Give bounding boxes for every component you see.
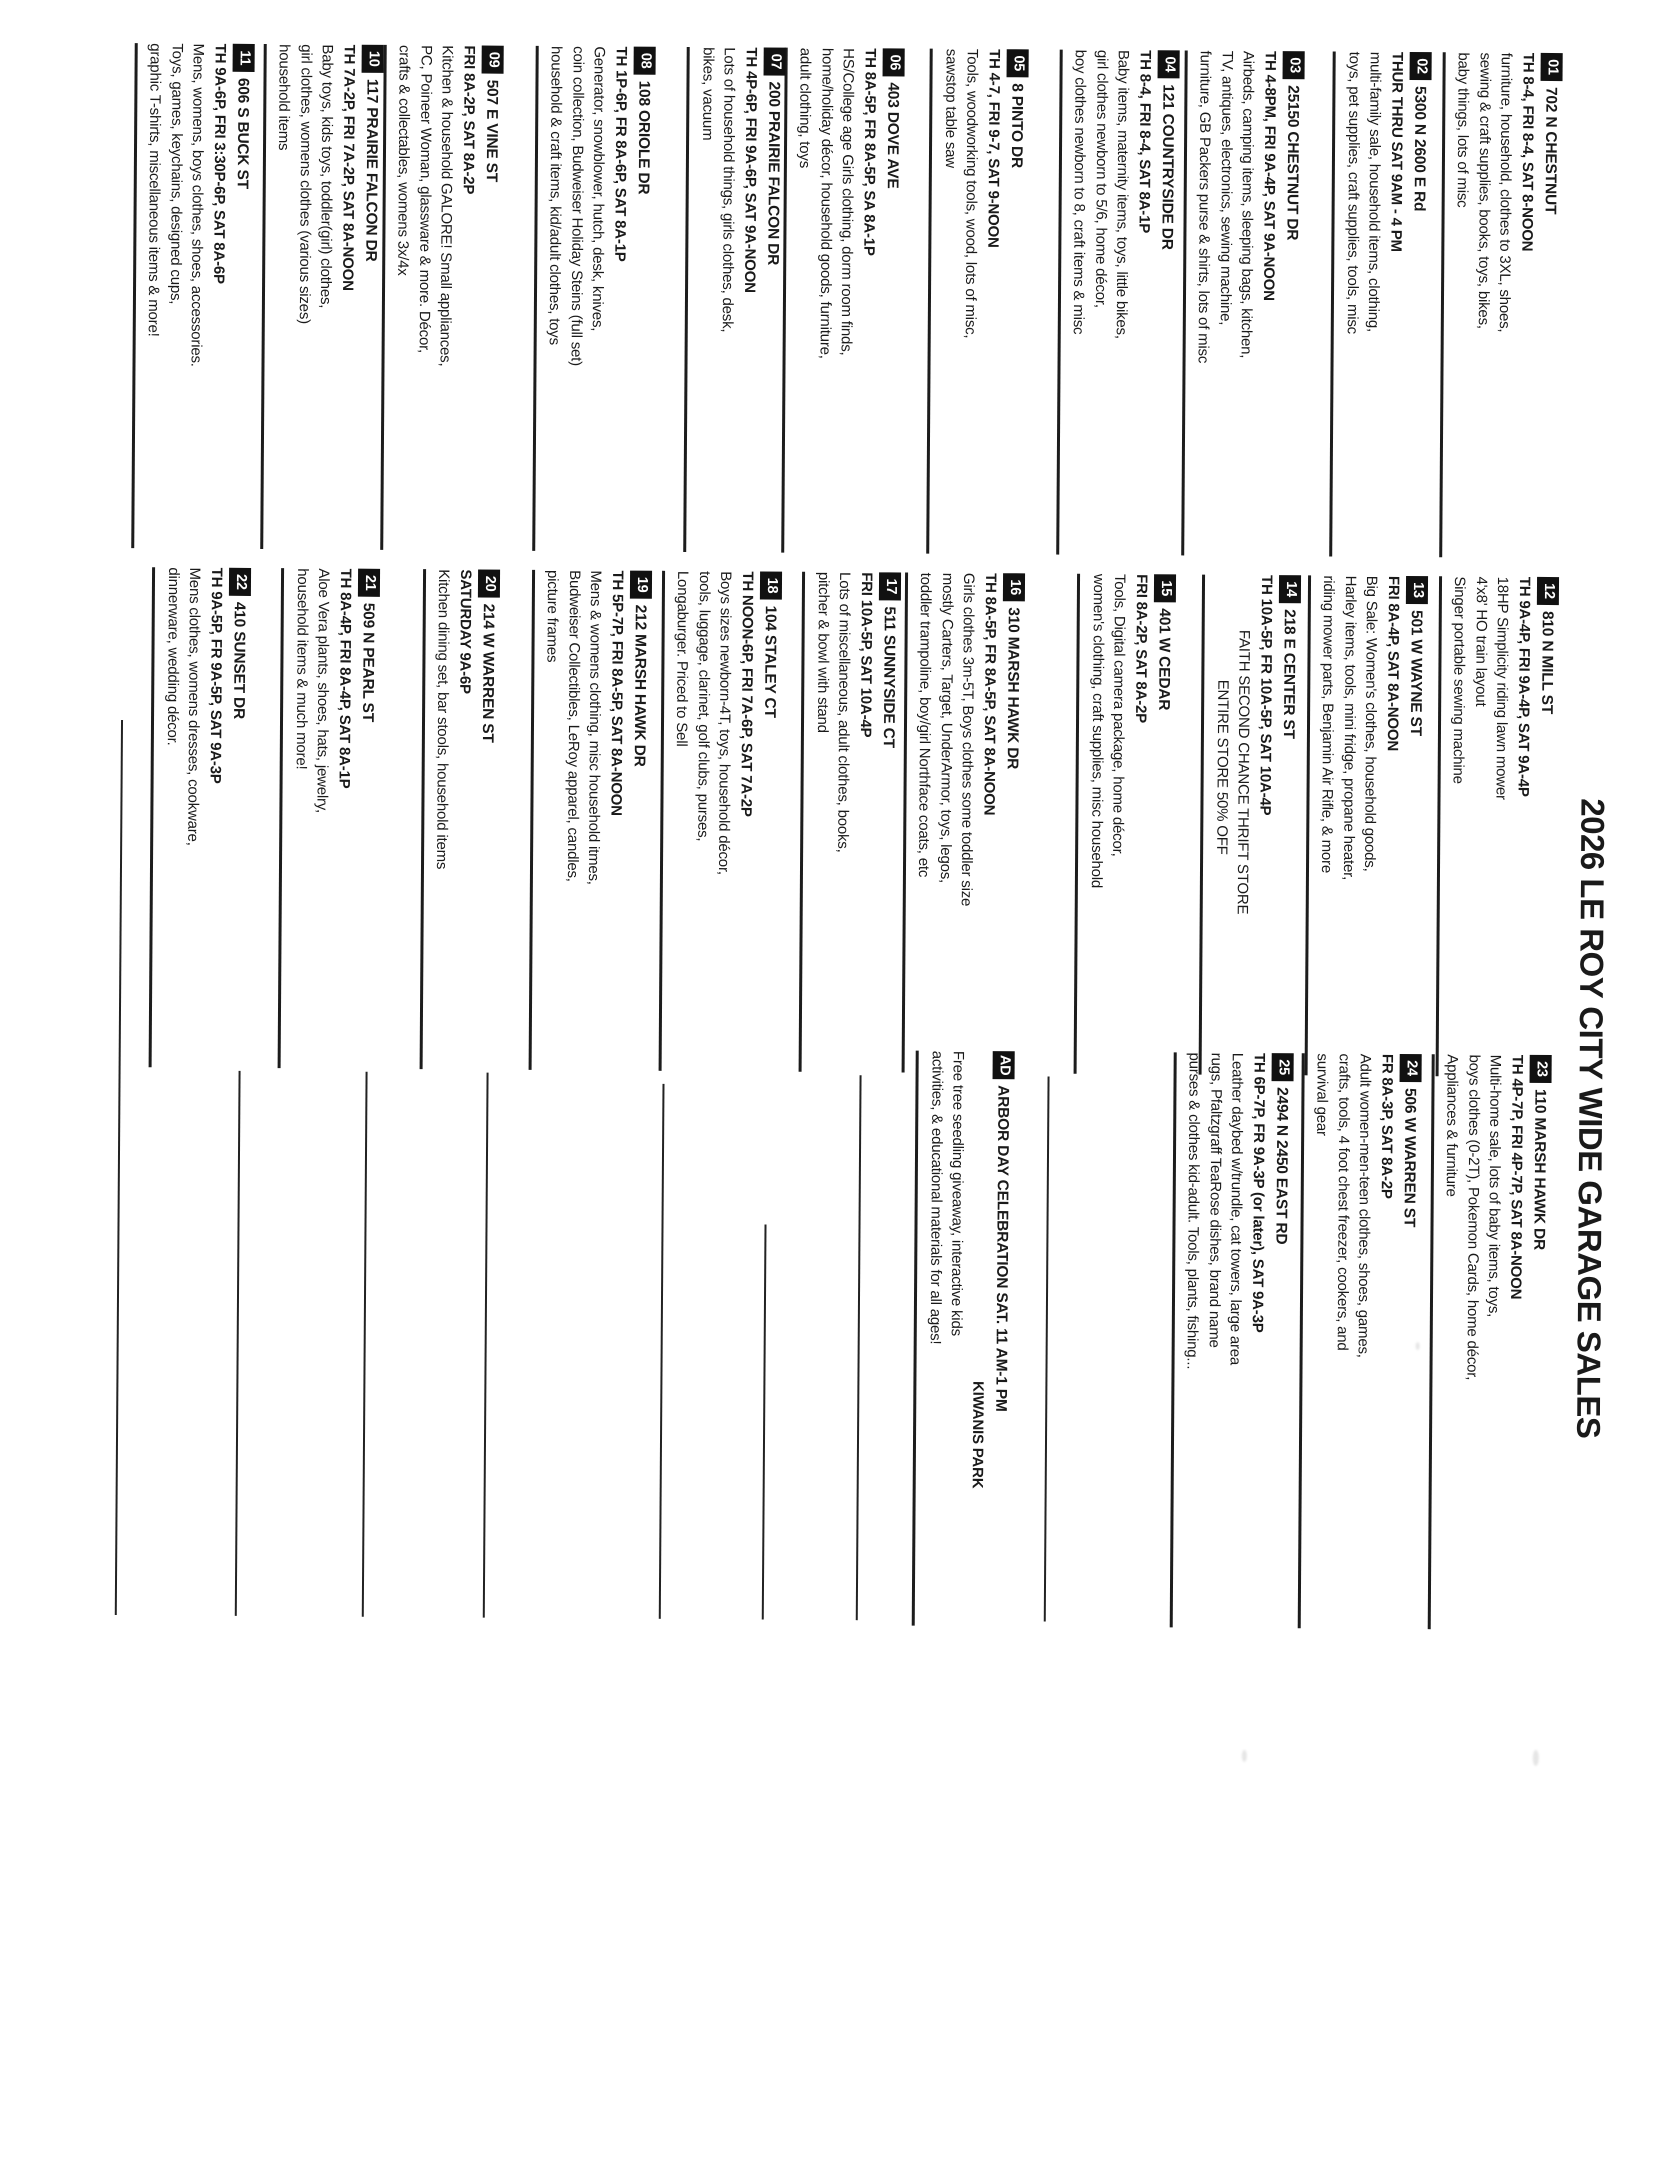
entry-address: 511 SUNNYSIDE CT xyxy=(879,606,898,748)
sale-entry xyxy=(1304,575,1427,1076)
entry-address: 507 E VINE ST xyxy=(482,79,501,183)
entry-number-badge: 04 xyxy=(1157,50,1179,78)
entry-description-line: Multi-home sale, lots of baby items, toys, xyxy=(1484,1054,1504,1318)
entry-number-badge: AD xyxy=(992,1051,1014,1079)
sale-entry xyxy=(658,571,781,1072)
entry-header xyxy=(997,573,1024,1073)
entry-header xyxy=(1265,1053,1293,1628)
entry-description-line: household & craft items, kid/adult clothes, toys xyxy=(545,46,565,346)
entry-description-line: FAITH SECOND CHANCE THRIFT STORE xyxy=(1233,629,1253,915)
entry-header xyxy=(352,569,379,1069)
sale-entry xyxy=(149,567,251,1068)
entry-address: ARBOR DAY CELEBRATION SAT. 11 AM-1 PM xyxy=(991,1085,1011,1412)
entry-header xyxy=(986,1051,1014,1626)
page-title: 2026 LE ROY CITY WIDE GARAGE SALES xyxy=(1569,798,1612,1439)
sale-entry xyxy=(1074,574,1176,1075)
entry-schedule: FR 8A-3P, SAT 8A-2P xyxy=(1377,1053,1396,1199)
entry-description-line: Free tree seedling giveaway, interactive kids xyxy=(947,1050,967,1336)
entry-description-line: purses & clothes kid-adult. Tools, plants, fishing... xyxy=(1183,1052,1203,1370)
empty-rule-line xyxy=(114,720,122,1615)
empty-rule-line xyxy=(658,1084,664,1619)
sale-entry xyxy=(781,48,905,554)
entry-description-line: women's clothing, craft supplies, misc household xyxy=(1087,573,1107,889)
entry-address: 403 DOVE AVE xyxy=(883,82,901,189)
entry-number-badge: 13 xyxy=(1405,576,1427,604)
entry-schedule: FRI 8A-2P, SAT 8A-2P xyxy=(1131,574,1150,724)
entry-description-line: sewing & craft supplies, books, toys, bikes, xyxy=(1474,52,1494,329)
entry-description-line: bikes, vacuum xyxy=(698,47,717,141)
sale-entry xyxy=(532,46,656,552)
entry-address: 200 PRAIRIE FALCON DR xyxy=(763,81,782,266)
entry-number-badge: 25 xyxy=(1271,1053,1293,1081)
entry-description-line: furniture, household, clothes to 3XL, shoes, xyxy=(1495,52,1515,333)
entry-description-line: household items & much more! xyxy=(292,568,311,770)
entry-description-line: Airbeds, camping items, sleeping bags, kitchen, xyxy=(1237,50,1257,359)
entry-divider xyxy=(528,570,534,1070)
entry-header xyxy=(1152,50,1180,555)
entry-address: 214 W WARREN ST xyxy=(478,603,497,743)
entry-address: 401 W CEDAR xyxy=(1154,608,1173,711)
entry-number-badge: 05 xyxy=(1006,49,1028,77)
entry-schedule: FRI 8A-2P, SAT 8A-2P xyxy=(459,45,478,195)
sale-entry xyxy=(1427,1054,1551,1630)
entry-divider xyxy=(278,568,284,1068)
entry-schedule: TH 4P-6P, FRI 9A-6P, SAT 9A-NOON xyxy=(740,47,760,293)
sale-entry xyxy=(1297,1053,1421,1629)
entry-address: 25150 CHESTNUT DR xyxy=(1282,85,1301,241)
entry-description-line: Tools, Digital camera package, home décor, xyxy=(1109,573,1129,857)
entry-header xyxy=(624,571,651,1071)
entry-header xyxy=(1277,51,1305,556)
entry-description-line: Lots of household things, girls clothes, desk, xyxy=(718,47,738,333)
entry-divider xyxy=(901,573,907,1073)
entry-schedule: TH 8-4, FRI 8-4, SAT 8A-1P xyxy=(1134,50,1154,234)
sale-entry xyxy=(1435,576,1558,1077)
entry-address: 606 S BUCK ST xyxy=(233,77,252,190)
empty-rule-line xyxy=(761,1225,766,1620)
entry-divider xyxy=(1329,51,1336,556)
entry-schedule: TH 8A-5P, FR 8A-5P, SAT 8A-NOON xyxy=(979,573,999,816)
entry-divider xyxy=(799,572,805,1072)
entry-number-badge: 16 xyxy=(1002,573,1024,601)
sale-entry xyxy=(1169,1052,1293,1628)
entry-number-badge: 06 xyxy=(882,48,904,76)
entry-number-badge: 23 xyxy=(1529,1055,1551,1083)
entry-header xyxy=(223,568,250,1068)
entry-description-line: furniture, GB Packers purse & shirts, lots of misc xyxy=(1194,50,1214,364)
entry-header xyxy=(1523,1055,1551,1630)
entry-schedule: TH 4P-7P, FRI 4P-7P, SAT 8A-NOON xyxy=(1506,1054,1526,1300)
entry-schedule: TH 4-7, FRI 9-7, SAT 9-NOON xyxy=(983,49,1003,248)
entry-schedule: SATURDAY 9A-6P xyxy=(455,569,474,694)
empty-rule-line xyxy=(234,1071,240,1616)
entry-description-line: Toys, games, keychains, designed cups, xyxy=(166,43,186,305)
entry-header xyxy=(356,45,384,550)
entry-description-line: 18HP Simplicity riding lawn mower xyxy=(1492,576,1512,800)
entry-description-line: Big Sale: Women's clothes, household goods, xyxy=(1360,575,1381,872)
entry-description-line: home/holiday décor, household goods, furniture, xyxy=(816,47,836,359)
entry-schedule: TH 8A-5P, FR 8A-5P, SA 8A-1P xyxy=(859,48,879,256)
entry-description-line: rugs, Pfaltzgraff TeaRose dishes, brand name xyxy=(1205,1052,1225,1348)
sale-entry xyxy=(1199,575,1301,1076)
entry-description-line: Leather daybed w/trundle, cat towers, large area xyxy=(1226,1052,1246,1366)
sale-entry xyxy=(1056,50,1180,556)
entry-number-badge: 19 xyxy=(629,571,651,599)
entry-description-line: toys, pet supplies, craft supplies, tools, misc xyxy=(1343,51,1363,335)
scan-artifact xyxy=(1241,1750,1246,1762)
entry-description-line: crafts, tools, 4 foot chest freezer, cookers, and xyxy=(1333,1053,1353,1351)
entry-divider xyxy=(658,571,664,1071)
scan-artifact xyxy=(1415,1342,1419,1350)
entry-description-line: PC, Poineer Woman, glassware & more. Décor, xyxy=(415,45,435,354)
entry-description-line: 4'x8' HO train layout xyxy=(1471,576,1490,707)
entry-number-badge: 14 xyxy=(1278,575,1300,603)
entry-description-line: Baby items, maternity items, toys, little bikes, xyxy=(1112,49,1132,339)
sale-entry xyxy=(278,568,380,1069)
entry-address: 218 E CENTER ST xyxy=(1279,609,1298,739)
entry-number-badge: 20 xyxy=(477,570,499,598)
entry-address: 702 N CHESTNUT xyxy=(1541,86,1559,215)
sale-entry xyxy=(683,47,785,553)
entry-header xyxy=(1404,52,1432,557)
empty-rules-root xyxy=(1653,6,1661,2168)
entry-address: 212 MARSH HAWK DR xyxy=(630,604,649,767)
entry-description-line: household items xyxy=(275,44,293,151)
entry-description-line: boys clothes (0-2T), Pokemon Cards, home décor, xyxy=(1462,1054,1483,1381)
entry-number-badge: 11 xyxy=(232,44,254,72)
sale-entry xyxy=(901,573,1024,1074)
entry-number-badge: 22 xyxy=(228,568,250,596)
entry-description-line: baby things, lots of misc xyxy=(1453,52,1472,208)
entry-address: 117 PRAIRIE FALCON DR xyxy=(361,78,381,262)
entry-description-line: multi-family sale, household items, clothing, xyxy=(1364,51,1384,333)
entry-address: 5300 N 2600 E Rd xyxy=(1410,86,1428,212)
entry-header xyxy=(472,570,499,1070)
entry-schedule: TH 9A-5P, FR 9A-5P, SAT 9A-3P xyxy=(206,567,225,784)
entry-description-line: Singer portable sewing machine xyxy=(1449,576,1469,784)
entry-header xyxy=(227,44,255,549)
entry-address: 2494 N 2450 EAST RD xyxy=(1271,1087,1290,1245)
entry-number-badge: 02 xyxy=(1409,52,1431,80)
entry-description-line: HS/College age Girls clothing, dorm room finds, xyxy=(837,48,857,356)
entry-description-line: crafts & collectables, womens 3x/4x xyxy=(394,44,413,276)
sale-entry xyxy=(260,44,384,550)
entry-description-line: graphic T-shirts, miscellaneous items & more! xyxy=(144,43,164,337)
entry-address: 501 W WAYNE ST xyxy=(1406,610,1425,736)
sale-entry xyxy=(926,49,1028,555)
entry-schedule: FRI 10A-5P, SAT 10A-4P xyxy=(856,572,875,738)
entry-header xyxy=(1400,576,1427,1076)
sale-entry xyxy=(1329,51,1431,557)
entry-number-badge: 03 xyxy=(1282,51,1304,79)
entry-divider xyxy=(926,49,933,554)
scan-artifact xyxy=(1532,1750,1538,1766)
entry-description-line: Girls clothes 3m-5T, Boys clothes some toddler size xyxy=(957,572,978,907)
entry-header xyxy=(1273,575,1300,1075)
entry-header xyxy=(1148,574,1175,1074)
entry-address: 509 N PEARL ST xyxy=(358,602,377,723)
sale-entry xyxy=(528,570,651,1071)
entry-schedule: TH 8A-4P, FRI 8A-4P, SAT 8A-1P xyxy=(335,568,354,789)
entry-schedule: TH 9A-4P, FRI 9A-4P, SAT 9A-4P xyxy=(1514,576,1533,797)
entry-schedule: FRI 8A-4P, SAT 8A-NOON xyxy=(1383,575,1402,752)
entry-number-badge: 15 xyxy=(1153,574,1175,602)
entry-description-line: Budweiser Collectibles, LeRoy apparel, candles, xyxy=(563,570,583,882)
entry-header xyxy=(476,46,504,551)
entry-header xyxy=(1001,49,1029,554)
entry-description-line: boy clothes newborn to 8, craft items & misc xyxy=(1069,49,1089,335)
entry-number-badge: 08 xyxy=(633,47,655,75)
entry-schedule: TH 7A-2P, FRI 7A-2P, SAT 8A-NOON xyxy=(338,44,358,291)
entry-divider xyxy=(912,1051,919,1626)
entry-divider xyxy=(1199,575,1205,1075)
entry-description-line: Appliances & furniture xyxy=(1442,1054,1461,1197)
sale-entry xyxy=(912,1051,1015,1627)
entry-number-badge: 21 xyxy=(357,569,379,597)
entry-description-line: survival gear xyxy=(1313,1053,1331,1136)
entry-number-badge: 09 xyxy=(481,46,503,74)
entry-divider xyxy=(149,567,155,1067)
entry-header xyxy=(628,47,656,552)
entry-description-line: Tools, woodworking tools, wood, lots of misc, xyxy=(961,48,981,339)
entry-description-line: Kitchen & household GALORE! Small appliances, xyxy=(436,45,456,367)
entry-description-line: pitcher & bowl with stand xyxy=(813,571,832,733)
entry-schedule: TH 8-4, FRI 8-4, SAT 8-NOON xyxy=(1517,52,1537,252)
empty-rule-line xyxy=(482,1073,488,1618)
entry-description-line: sawstop table saw xyxy=(941,48,960,169)
entry-description-line: coin collection, Budweiser Holiday Steins (full set) xyxy=(567,46,587,367)
entry-description-line: toddler trampoline, boy/girl Northface coats, etc xyxy=(914,572,935,878)
sale-entry xyxy=(1181,50,1305,556)
entry-description-line: Aloe Vera plants, shoes, hats, jewelry, xyxy=(313,568,333,814)
entry-divider xyxy=(1181,50,1188,555)
entry-divider xyxy=(1074,574,1080,1074)
entry-schedule: TH 9A-6P, FRI 3:30P-6P, SAT 8A-6P xyxy=(209,43,229,284)
entry-divider xyxy=(1056,50,1063,555)
entry-divider xyxy=(1427,1054,1434,1629)
entry-header xyxy=(877,48,905,553)
entry-schedule: THUR THRU SAT 9AM - 4 PM xyxy=(1386,51,1406,252)
empty-rule-line xyxy=(361,1072,367,1617)
entry-number-badge: 24 xyxy=(1399,1054,1421,1082)
entry-number-badge: 12 xyxy=(1536,577,1558,605)
entry-schedule: TH 4-8PM, FRI 9A-4P, SAT 9A-NOON xyxy=(1259,50,1279,301)
entry-header xyxy=(1531,577,1558,1077)
entry-divider xyxy=(1435,576,1441,1076)
entry-description-line: Mens clothes, womens dresses, cookware, xyxy=(184,567,204,846)
entry-address: 108 ORIOLE DR xyxy=(634,80,652,195)
entry-schedule: TH 10A-5P, FR 10A-5P, SAT 10A-4P xyxy=(1255,574,1275,816)
entry-divider xyxy=(419,569,425,1069)
entry-description-line: dinnerware, wedding décor. xyxy=(163,567,182,746)
entry-description-line: Mens, womens, boys clothes, shoes, accessories. xyxy=(187,43,207,367)
entry-description-line: Harley items, tools, mini fridge, propane heater, xyxy=(1339,575,1359,881)
entry-description-line: Longaburger. Priced to Sell xyxy=(672,570,692,747)
entry-description-line: riding mower parts, Benjamin Air Rifle, & more xyxy=(1317,575,1338,874)
entry-description-line: mostly Carters, Target, UnderArmor, toys, legos, xyxy=(936,572,956,884)
entry-description-line: Adult women-men-teen clothes, shoes, games, xyxy=(1354,1053,1374,1358)
entry-header xyxy=(873,572,900,1072)
entry-number-badge: 01 xyxy=(1540,53,1562,81)
entry-header xyxy=(1535,53,1563,558)
entry-schedule: TH NOON-6P, FRI 7A-6P, SAT 7A-2P xyxy=(736,571,756,817)
entry-description-line: TV, antiques, electronics, sewing machine, xyxy=(1216,50,1236,326)
entry-address: 310 MARSH HAWK DR xyxy=(1003,607,1022,770)
entry-description-line: picture frames xyxy=(543,569,562,663)
empty-rule-line xyxy=(855,1075,861,1620)
entry-description-line: adult clothing, toys xyxy=(795,47,814,169)
entry-divider xyxy=(1297,1053,1304,1628)
entry-divider xyxy=(1304,575,1310,1075)
entry-header xyxy=(758,47,786,552)
entry-divider xyxy=(260,44,267,549)
entry-schedule: KIWANIS PARK xyxy=(968,1380,986,1489)
entry-divider xyxy=(131,43,138,548)
entry-description-line: girl clothes, womens clothes (various sizes) xyxy=(295,44,315,325)
sale-entry xyxy=(1439,52,1563,558)
entry-header xyxy=(754,571,781,1071)
entry-number-badge: 18 xyxy=(759,571,781,599)
entry-description-line: Boys sizes newborn-4T, toys, household décor, xyxy=(714,571,735,875)
entry-description-line: Baby toys, kids toys, toddler(girl) clothes, xyxy=(316,44,336,309)
entry-description-line: tools, luggage, clarinet, golf clubs, purses, xyxy=(693,571,713,842)
entry-schedule: TH 5P-7P, FRI 8A-5P, SAT 8A-NOON xyxy=(606,570,626,816)
sale-entry xyxy=(380,45,504,551)
entry-address: 8 PINTO DR xyxy=(1007,83,1025,169)
entry-number-badge: 10 xyxy=(361,45,383,73)
sale-entry xyxy=(799,572,901,1073)
sale-entry xyxy=(131,43,255,549)
entry-divider xyxy=(683,47,690,552)
entry-description-line: activities, & educational materials for all ages! xyxy=(926,1050,946,1345)
entry-address: 104 STALEY CT xyxy=(760,605,779,718)
entry-schedule: TH 1P-6P, FR 8A-6P, SAT 8A-1P xyxy=(610,46,630,262)
entry-description-line: Kitchen dining set, bar stools, household items xyxy=(432,569,453,870)
entry-address: 810 N MILL ST xyxy=(1537,610,1556,715)
entry-description-line: Mens & womens clothing, misc household itmes, xyxy=(584,570,605,885)
empty-rule-line xyxy=(1043,1077,1049,1622)
entry-description-line: ENTIRE STORE 50% OFF xyxy=(1212,679,1231,855)
entry-divider xyxy=(532,46,539,551)
entry-divider xyxy=(1169,1052,1176,1627)
entry-description-line: girl clothes newborn to 5/6, home décor, xyxy=(1091,49,1111,308)
entry-address: 506 W WARREN ST xyxy=(1400,1087,1418,1228)
entry-number-badge: 07 xyxy=(763,48,785,76)
entry-schedule: TH 6P-7P, FR 9A-3P (or later), SAT 9A-3P xyxy=(1248,1052,1268,1333)
sale-entry xyxy=(419,569,499,1070)
entry-divider xyxy=(1439,52,1446,557)
entry-number-badge: 17 xyxy=(878,572,900,600)
entry-description-line: Generator, snowblower, hutch, desk, knives, xyxy=(588,46,608,332)
entry-address: 121 COUNTRYSIDE DR xyxy=(1157,84,1176,250)
entry-description-line: Lots of miscellaneous, adult clothes, books, xyxy=(834,572,854,853)
entry-address: 410 SUNSET DR xyxy=(229,601,248,720)
entry-address: 110 MARSH HAWK DR xyxy=(1529,1088,1548,1251)
